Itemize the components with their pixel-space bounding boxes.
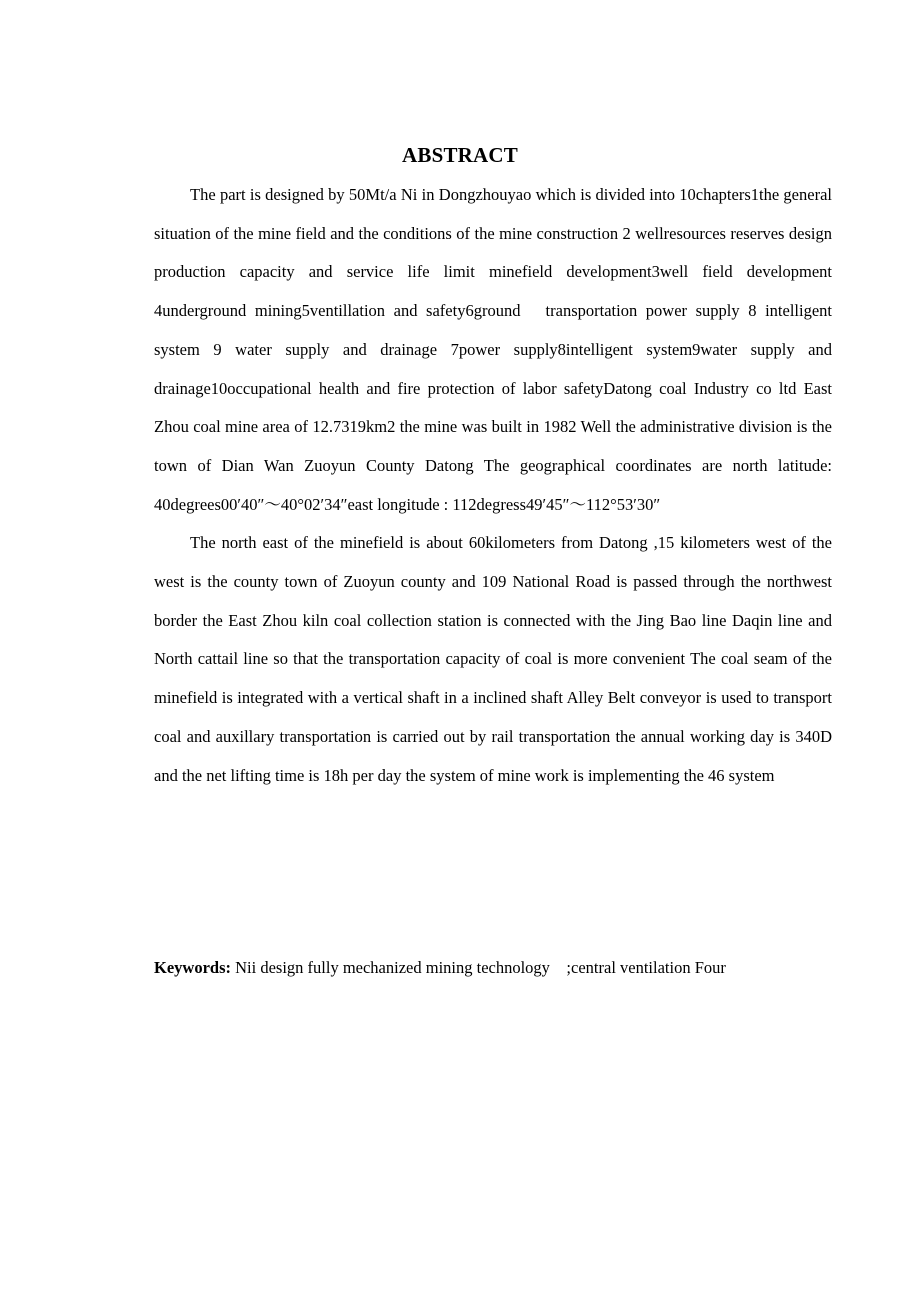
keywords-line — [154, 955, 854, 981]
abstract-paragraph-1: The part is designed by 50Mt/a Ni in Dongzhouyao which is divided into 10chapters1the general situation of the mine field and the conditions of the mine construction 2 wellresources reserves design production capacity and service life limit minefield development3well field development 4underground mining5ventillation and safety6ground transportation power supply 8 intelligent system 9 water supply and drainage 7power supply8intelligent system9water supply and drainage10occupational health and fire protection of labor safetyDatong coal Industry co ltd East Zhou coal mine area of 12.7319km2 the mine was built in 1982 Well the administrative division is the town of Dian Wan Zuoyun County Datong The geographical coordinates are north latitude: 40degrees00′40″～40°02′34″east longitude : 112degress49′45″～112°53′30″ — [154, 185, 832, 514]
abstract-paragraph-2: The north east of the minefield is about 60kilometers from Datong ,15 kilometers west of the west is the county town of Zuoyun county and 109 National Road is passed through the northwest border the East Zhou kiln coal collection station is connected with the Jing Bao line Daqin line and North cattail line so that the transportation capacity of coal is more convenient The coal seam of the minefield is integrated with a vertical shaft in a inclined shaft Alley Belt conveyor is used to transport coal and auxillary transportation is carried out by rail transportation the annual working day is 340D and the net lifting time is 18h per day the system of mine work is implementing the 46 system — [154, 533, 832, 785]
keywords-text: Nii design fully mechanized mining technology ;central ventilation Four — [231, 958, 726, 977]
abstract-body — [154, 176, 832, 795]
keywords-label: Keywords: — [154, 958, 231, 977]
abstract-title: ABSTRACT — [402, 143, 518, 167]
